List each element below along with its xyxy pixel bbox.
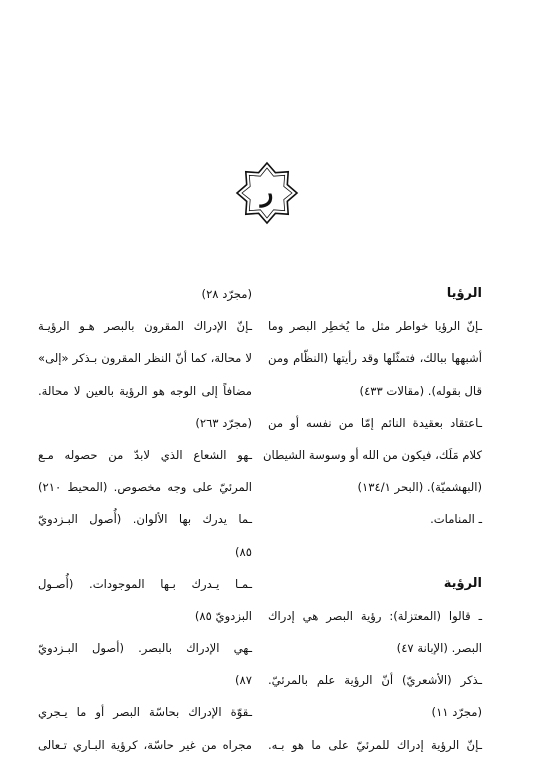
entry-separator [268,536,482,568]
text-line: ـهو الشعاع الذي لابدّ من حصوله مـع [38,447,252,462]
text-line: أشبهها ببالك، فتمثّلها وقد رأيتها (النظّام ومن [268,351,482,366]
text-line: مجراه من غير حاسّة، كرؤية البـاري تـعالى [38,737,252,752]
text-line: كلام مَلَك، فيكون من الله أو وسوسة الشيطان [263,447,482,462]
text-line: ـ قالوا (المعتزلة): رؤية البصر هي إدراك [268,608,482,623]
entry-heading-ruya: الرؤيا [446,286,482,301]
text-line: ـإنّ الرؤيا خواطر مثل ما يُخطِر البصر وما [268,319,482,334]
text-line: ـمـا يـدرك بـها الموجودات. (أُصـول [38,576,252,591]
text-line: البصر. (الإبانة ٤٧) [396,641,482,656]
cross-reference-link[interactable]: ـ المنامات. [430,512,482,527]
text-line: ـما يدرك بها الألوان. (أُصول البـزدويّ [38,512,252,527]
text-line: المرئيّ على وجه مخصوص. (المحيط ٢١٠) [38,480,252,495]
entry-heading-ruyah: الرؤية [443,575,482,591]
citation-line: ٨٥) [235,544,252,559]
text-line: ـهي الإدراك بالبصر. (أصول البـزدويّ [38,641,252,656]
text-line: ـذكر (الأشعريّ) أنّ الرؤية علم بالمرئيّ. [268,673,482,688]
text-line: (البهشميّة). (البحر ١٣٤/١) [357,480,482,495]
citation-line: (مجرّد ٢٨) [201,287,252,301]
section-letter-emblem [234,160,300,226]
text-line: ـاعتقاد بعقيدة النائم إمّا من نفسه أو من [268,415,482,430]
citation-line: (مجرّد ٢٦٣) [195,415,252,430]
section-letter: ر [260,178,274,208]
left-column [38,278,252,761]
right-column [263,278,482,761]
text-line: قال بقوله). (مقالات ٤٣٣) [359,383,482,398]
text-line: ـقوّة الإدراك بحاسّة البصر أو ما يـجري [38,705,252,720]
text-line: ـإنّ الرؤية إدراك للمرئيّ على ما هو بـه. [268,737,482,752]
citation-line: البزدويّ ٨٥) [194,608,252,623]
text-line: لا محالة، كما أنّ النظر المقرون بـذكر «إلى» [38,351,252,366]
citation-line: ٨٧) [235,673,252,688]
text-line: (مجرّد ١١) [431,705,482,720]
text-line: ـإنّ الإدراك المقرون بالبصر هـو الرؤيـة [38,319,252,334]
text-line: مضافاً إلى الوجه هو الرؤية بالعين لا محالة. [38,383,252,398]
